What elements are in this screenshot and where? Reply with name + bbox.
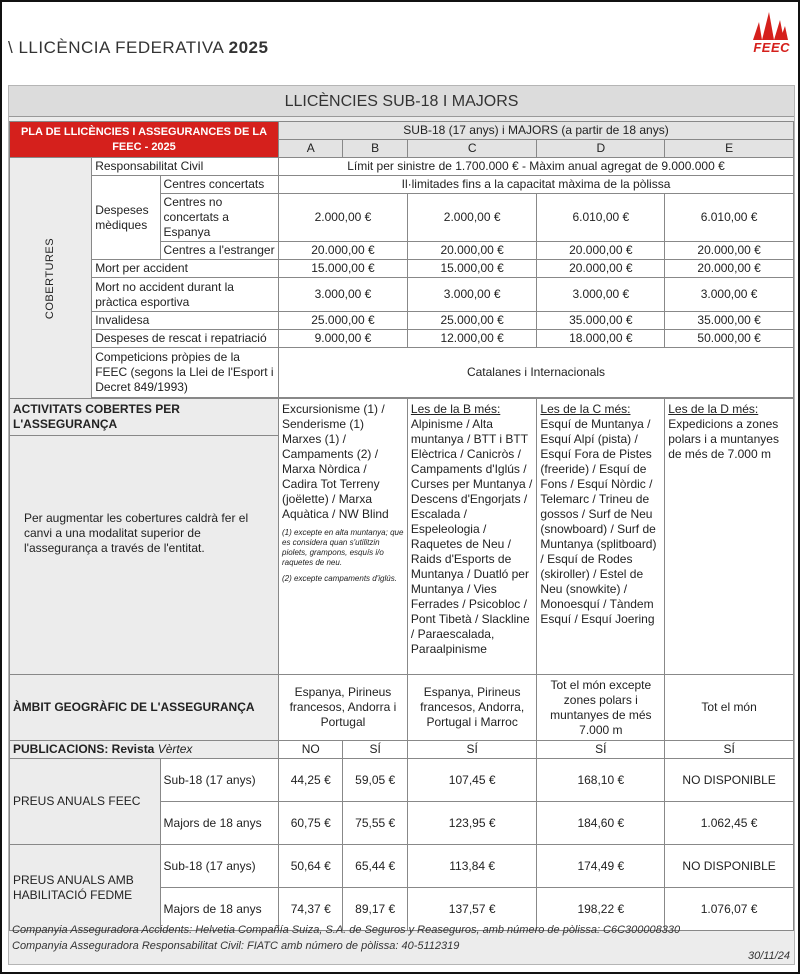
price-row-label: Sub-18 (17 anys) [160,845,278,888]
value-cell: 3.000,00 € [279,278,408,312]
value-cell: 6.010,00 € [537,194,665,242]
value-cell: 35.000,00 € [537,312,665,330]
activities-d-heading: Les de la C més: [540,402,631,416]
ambit-c: Espanya, Pirineus francesos, Andorra, Portugal i Marroc [407,675,537,741]
value-cell: 20.000,00 € [407,242,537,260]
activities-ab-text: Excursionisme (1) / Senderisme (1) Marxes (1) / Campaments (2) / Marxa Nòrdica / Cadira Tot Terreny (joëlette) / Marxa Aquàtica / NW Blind [282,402,389,521]
preus-fedme-label: PREUS ANUALS AMB HABILITACIÓ FEDME [10,845,161,931]
resp-civil-value: Límit per sinistre de 1.700.000 € - Màxim anual agregat de 9.000.000 € [279,158,794,176]
price-cell: 107,45 € [407,759,537,802]
centres-estranger-label: Centres a l'estranger [160,242,278,260]
value-cell: 3.000,00 € [537,278,665,312]
price-cell: 137,57 € [407,888,537,931]
value-cell: 25.000,00 € [407,312,537,330]
publicacions-label [10,741,279,759]
value-cell: 15.000,00 € [407,260,537,278]
publicacions-value: SÍ [537,741,665,759]
value-cell: 20.000,00 € [665,242,794,260]
despeses-label: Despeses mèdiques [92,176,160,260]
value-cell: 12.000,00 € [407,330,537,348]
publicacions-prefix: PUBLICACIONS: Revista [13,742,158,756]
title-prefix: \ LLICÈNCIA FEDERATIVA [8,38,229,57]
price-cell: 113,84 € [407,845,537,888]
span-label: SUB-18 (17 anys) i MAJORS (a partir de 18 anys) [279,122,794,140]
price-cell: 74,37 € [279,888,343,931]
mort-accident-label: Mort per accident [92,260,279,278]
value-cell: 20.000,00 € [537,242,665,260]
footer-line-2: Companyia Asseguradora Responsabilitat Civil: FIATC amb número de pòlissa: 40-5112319 [12,940,460,952]
publicacions-value: SÍ [407,741,537,759]
price-cell: NO DISPONIBLE [665,759,794,802]
price-cell: 65,44 € [343,845,407,888]
price-cell: 174,49 € [537,845,665,888]
preus-feec-label: PREUS ANUALS FEEC [10,759,161,845]
activitats-label: ACTIVITATS COBERTES PER L'ASSEGURANÇA [10,399,278,436]
licence-panel [8,85,795,965]
price-cell: 60,75 € [279,802,343,845]
section-title: LLICÈNCIES SUB-18 I MAJORS [9,86,794,117]
page-title [8,38,268,58]
price-cell: 184,60 € [537,802,665,845]
activities-d [537,399,665,675]
column-header-c: C [407,140,537,158]
ambit-e: Tot el món [665,675,794,741]
activities-e-heading: Les de la D més: [668,402,759,416]
value-cell: 20.000,00 € [279,242,408,260]
value-cell: 20.000,00 € [665,260,794,278]
column-header-e: E [665,140,794,158]
mort-no-accident-label: Mort no accident durant la pràctica esportiva [92,278,279,312]
licence-table [9,121,794,931]
value-cell: 18.000,00 € [537,330,665,348]
activities-ab [279,399,408,675]
centres-concertats-label: Centres concertats [160,176,278,194]
price-cell: 123,95 € [407,802,537,845]
price-cell: 59,05 € [343,759,407,802]
publicacions-value: SÍ [343,741,407,759]
price-cell: 1.062,45 € [665,802,794,845]
activities-c-heading: Les de la B més: [410,402,501,416]
value-cell: 50.000,00 € [665,330,794,348]
price-row-label: Majors de 18 anys [160,802,278,845]
value-cell: 3.000,00 € [665,278,794,312]
activitats-cell [10,399,279,675]
plan-label: PLA DE LLICÈNCIES I ASSEGURANCES DE LA FEEC - 2025 [10,122,279,158]
value-cell: 35.000,00 € [665,312,794,330]
price-cell: NO DISPONIBLE [665,845,794,888]
centres-concertats-value: Il·limitades fins a la capacitat màxima de la pòlissa [279,176,794,194]
cobertures-label: COBERTURES [10,158,92,399]
invalidesa-label: Invalidesa [92,312,279,330]
centres-no-concertats-label: Centres no concertats a Espanya [160,194,278,242]
activities-ab-footnote-1: (1) excepte en alta muntanya; que es considera quan s'utilitzin piolets, grampons, esquís i/o raquetes de neu. [282,528,404,567]
footer-line-1: Companyia Asseguradora Accidents: Helvetia Compañía Suiza, S.A. de Seguros y Reaseguros, amb número de pòlissa: C6C300008330 [12,924,681,936]
ambit-label: ÀMBIT GEOGRÀFIC DE L'ASSEGURANÇA [10,675,279,741]
rescat-label: Despeses de rescat i repatriació [92,330,279,348]
publicacions-italic: Vèrtex [157,742,193,756]
competicions-label: Competicions pròpies de la FEEC (segons la Llei de l'Esport i Decret 849/1993) [92,348,279,398]
ambit-d: Tot el món excepte zones polars i muntanyes de més 7.000 m [537,675,665,741]
value-cell: 15.000,00 € [279,260,408,278]
activities-e [665,399,794,675]
price-cell: 75,55 € [343,802,407,845]
value-cell: 20.000,00 € [537,260,665,278]
value-cell: 3.000,00 € [407,278,537,312]
publicacions-value: SÍ [665,741,794,759]
activities-c [407,399,537,675]
value-cell: 9.000,00 € [279,330,408,348]
price-row-label: Majors de 18 anys [160,888,278,931]
activities-d-text: Esquí de Muntanya / Esquí Alpí (pista) / Esquí Fora de Pistes (freeride) / Esquí de Fons / Esquí Nòrdic / Telemarc / Trineu de gossos / Surf de Neu (snowboard) / Surf de Muntanya (splitboard) / Esquí de Rodes (skiroller) / Estel de Neu (snowkite) / Monoesquí / Tàndem Esquí / Esquí Joering [540,417,657,626]
price-cell: 1.076,07 € [665,888,794,931]
value-cell: 2.000,00 € [407,194,537,242]
activitats-note: Per augmentar les cobertures caldrà fer el canvi a una modalitat superior de l'assegurança a través de l'entitat. [24,511,249,555]
activities-e-text: Expedicions a zones polars i a muntanyes de més de 7.000 m [668,417,779,461]
price-cell: 50,64 € [279,845,343,888]
column-header-b: B [343,140,407,158]
footer-notes [12,922,680,954]
competicions-value: Catalanes i Internacionals [279,348,794,398]
title-year: 2025 [228,38,269,57]
activities-ab-footnote-2: (2) excepte campaments d'iglús. [282,574,397,583]
ambit-ab: Espanya, Pirineus francesos, Andorra i Portugal [279,675,408,741]
price-row-label: Sub-18 (17 anys) [160,759,278,802]
column-header-a: A [279,140,343,158]
column-header-d: D [537,140,665,158]
logo-text: FEEC [753,40,790,55]
value-cell: 2.000,00 € [279,194,408,242]
activities-c-text: Alpinisme / Alta muntanya / BTT i BTT Elèctrica / Canicròs / Campaments d'Iglús / Curses per Muntanya / Descens d'Engorjats / Escalada / Espeleologia / Raquetes de Neu / Raids d'Esports de Muntanya / Duatló per Muntanya / Vies Ferrades / Psicobloc / Pont Tibetà / Slackline / Paraescalada, Paraalpinisme [410,417,533,656]
value-cell: 25.000,00 € [279,312,408,330]
price-cell: 168,10 € [537,759,665,802]
resp-civil-label: Responsabilitat Civil [92,158,279,176]
price-cell: 198,22 € [537,888,665,931]
price-cell: 89,17 € [343,888,407,931]
value-cell: 6.010,00 € [665,194,794,242]
footer-date: 30/11/24 [747,950,790,962]
publicacions-value: NO [279,741,343,759]
price-cell: 44,25 € [279,759,343,802]
